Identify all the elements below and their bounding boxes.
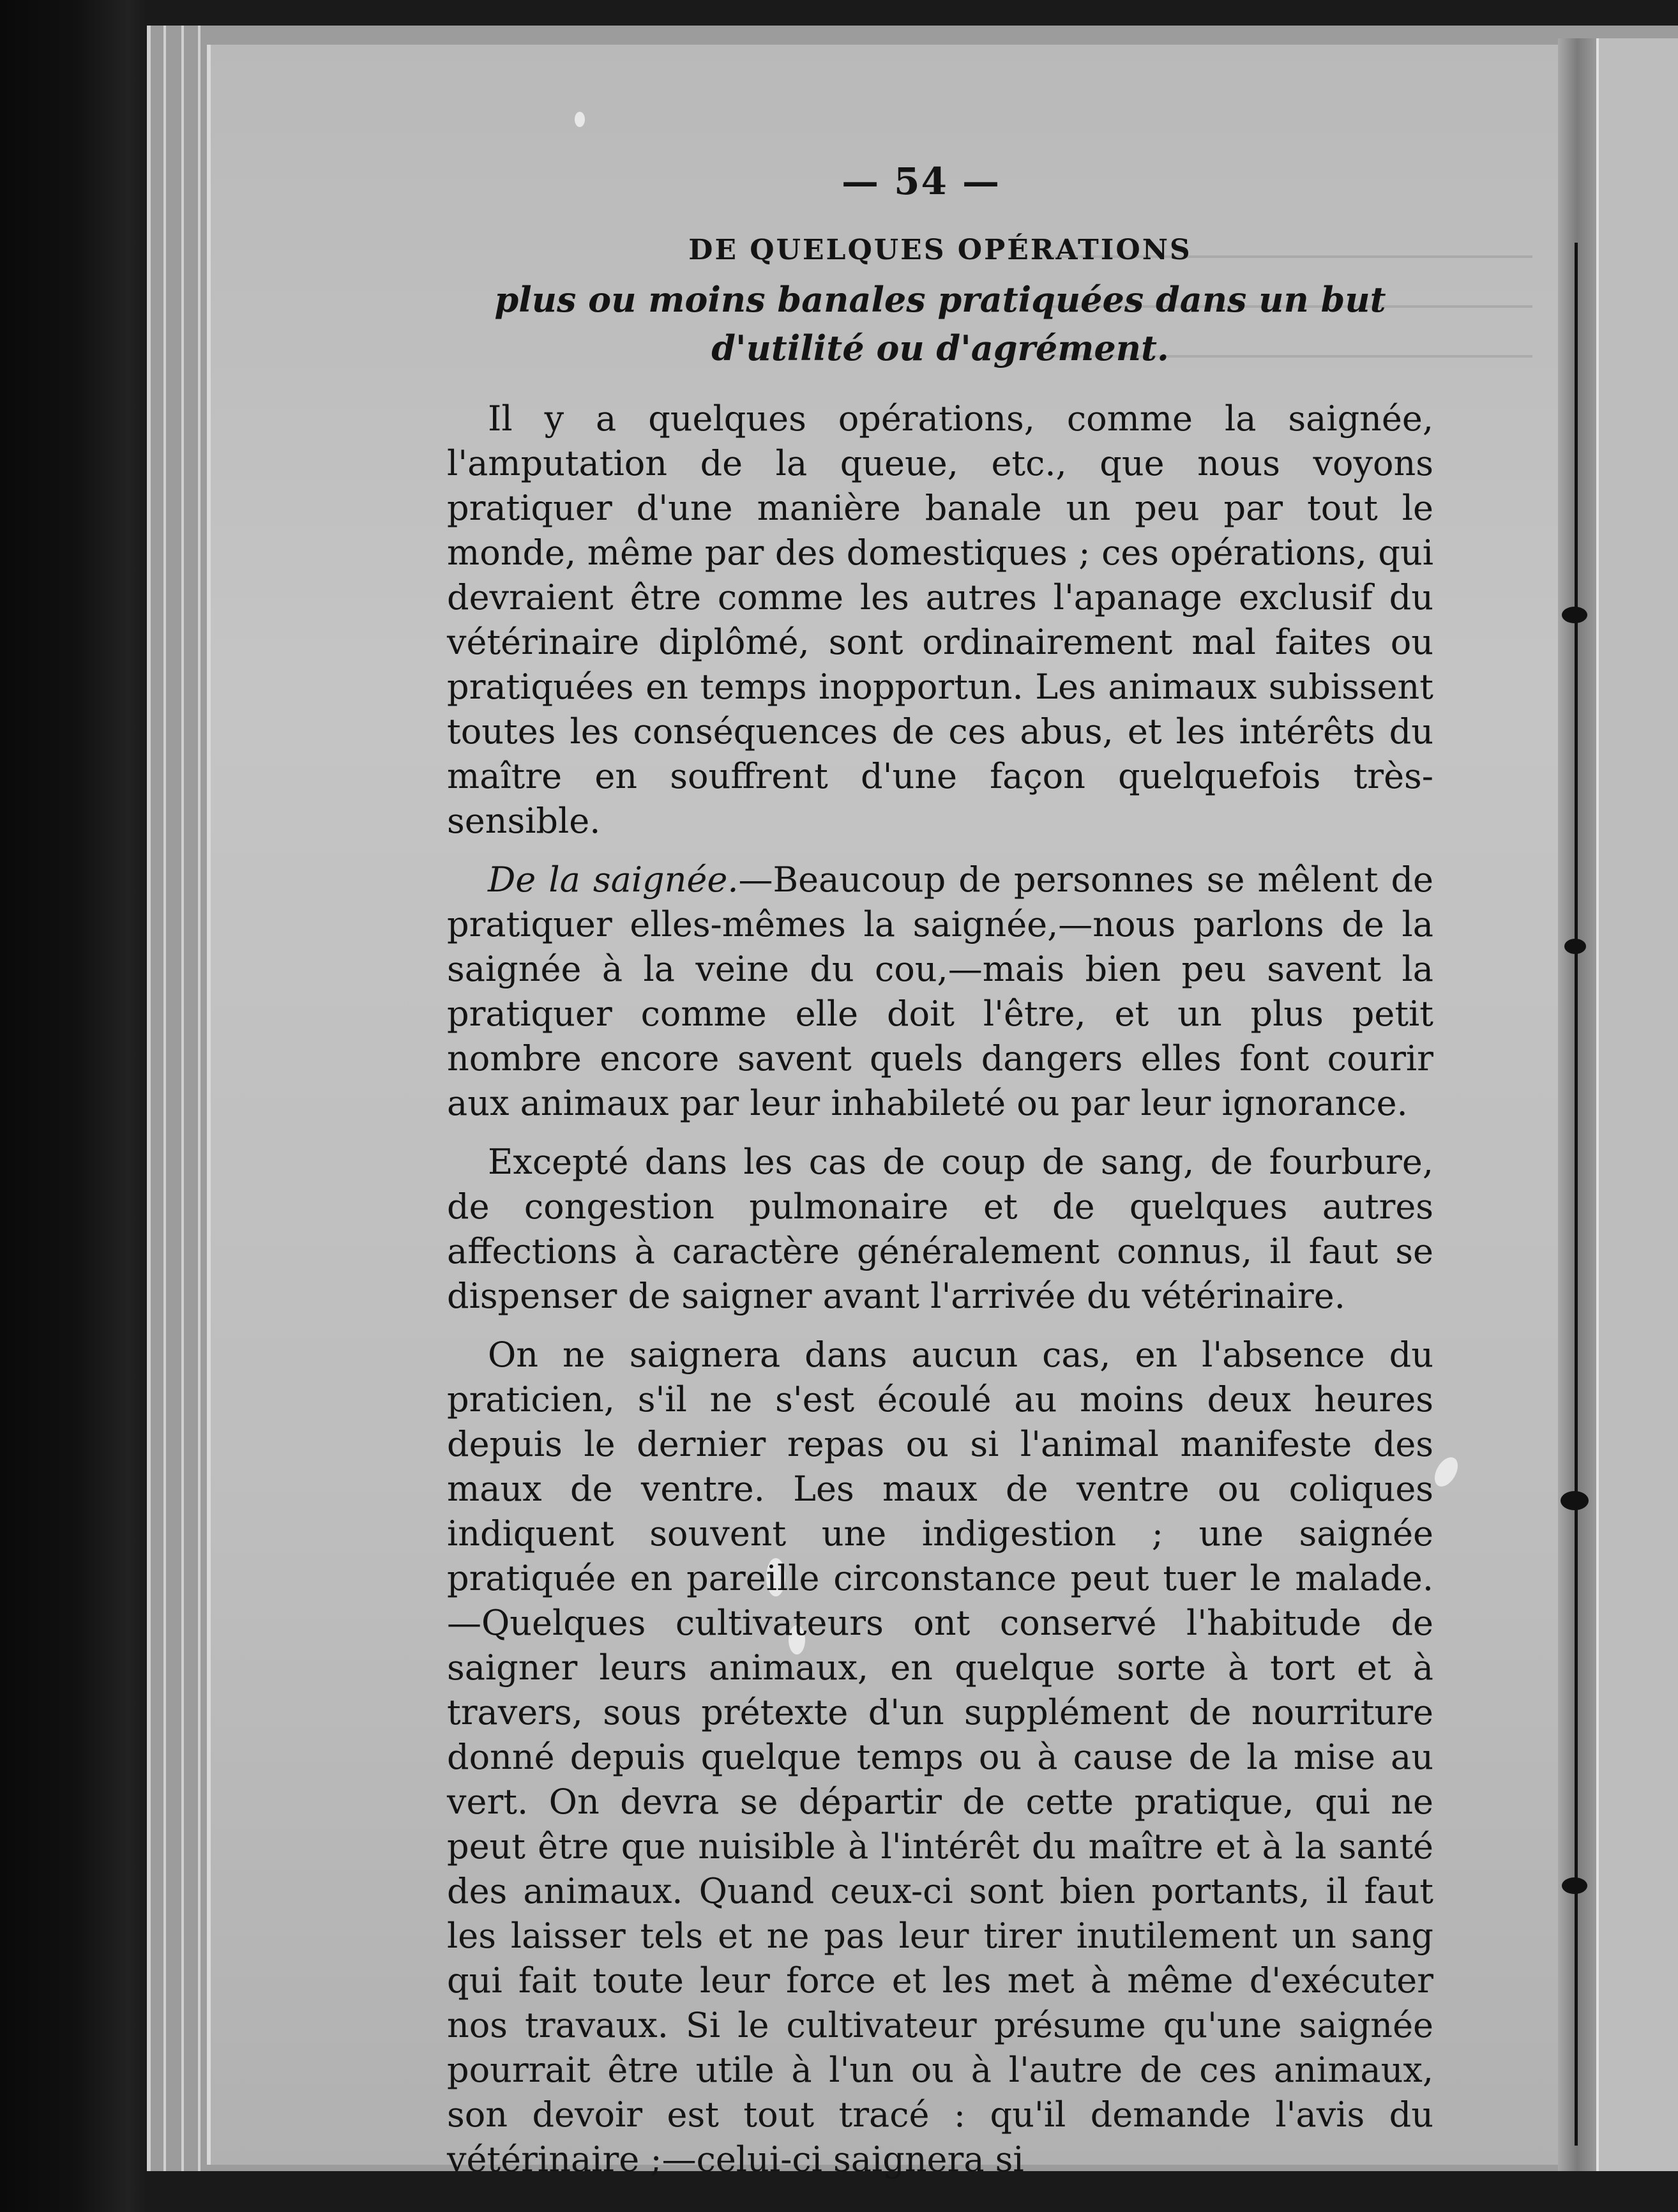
section-title: DE QUELQUES OPÉRATIONS (688, 234, 1192, 266)
binding-stitch (1564, 939, 1586, 954)
page-text (447, 160, 1433, 2196)
binding-stitch (1562, 1877, 1587, 1894)
scan-speck (575, 112, 585, 127)
page-edge (198, 26, 200, 2171)
paragraph (447, 1333, 1433, 2182)
facing-page-edge (1596, 38, 1678, 2171)
binding-thread (1575, 243, 1578, 2146)
paragraph-text: On ne saignera dans aucun cas, en l'absence du praticien, s'il ne s'est écoulé au moins deux heures depuis le dernier repas ou si l'animal manifeste des maux de ventre. Les maux de ventre ou coliques indiquent souvent une indigestion ; une saignée pratiquée en pareille circonstance peut tuer le malade.—Quelques cultivateurs ont conservé l'habitude de saigner leurs animaux, en quelque sorte à tort et à travers, sous prétexte d'un supplément de nourriture donné depuis quelque temps ou à cause de la mise au vert. On devra se départir de cette pratique, qui ne peut être que nuisible à l'intérêt du maître et à la santé des animaux. Quand ceux-ci sont bien portants, il faut les laisser tels et ne pas leur tirer inutilement un sang qui fait toute leur force et les met à même d'exécuter nos travaux. Si le cultivateur présume qu'une saignée pourrait être utile à l'un ou à l'autre de ces animaux, son devoir est tout tracé : qu'il demande l'avis du vétérinaire ;—celui-ci saignera si (447, 1335, 1433, 2179)
page-number: — 54 — (841, 160, 1001, 203)
paragraph-text: —Beaucoup de personnes se mêlent de pratiquer elles-mêmes la saignée,—nous parlons de la saignée à la veine du cou,—mais bien peu savent la pratiquer comme elle doit l'être, et un plus petit nombre encore savent quels dangers elles font courir aux animaux par leur inhabileté ou par leur ignorance. (447, 860, 1433, 1123)
page-edge (163, 26, 166, 2171)
paragraph (447, 1140, 1433, 1319)
binding-stitch (1562, 607, 1587, 623)
section-subtitle: plus ou moins banales pratiquées dans un but d'utilité ou d'agrément. (494, 279, 1386, 368)
paragraph (447, 397, 1433, 844)
paragraph-text: Il y a quelques opérations, comme la saignée, l'amputation de la queue, etc., que nous voyons pratiquer d'une manière banale un peu par tout le monde, même par des domestiques ; ces opérations, qui devraient être comme les autres l'apanage exclusif du vétérinaire diplômé, sont ordinairement mal faites ou pratiquées en temps inopportun. Les animaux subissent toutes les conséquences de ces abus, et les intérêts du maître en souffrent d'une façon quelquefois très-sensible. (447, 398, 1433, 841)
page-edge (181, 26, 184, 2171)
paragraph-lead: De la saignée. (488, 860, 739, 900)
paragraph-text: Excepté dans les cas de coup de sang, de fourbure, de congestion pulmonaire et de quelques autres affections à caractère généralement connus, il faut se dispenser de saigner avant l'arrivée du vétérinaire. (447, 1142, 1433, 1316)
binding-stitch (1561, 1491, 1589, 1510)
paragraph (447, 858, 1433, 1126)
